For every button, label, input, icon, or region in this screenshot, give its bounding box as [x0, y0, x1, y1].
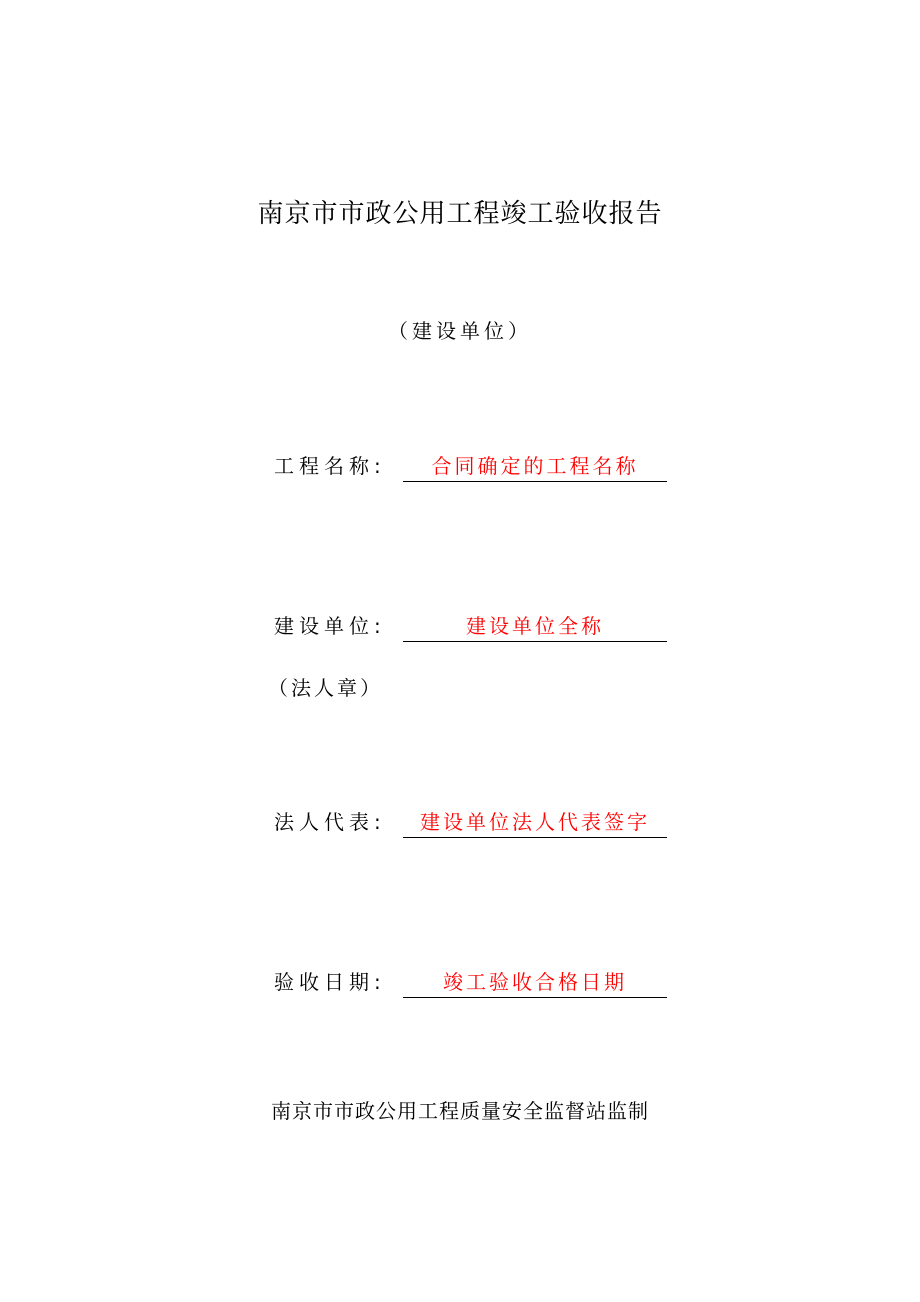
project-name-value: 合同确定的工程名称 [431, 454, 639, 478]
acceptance-date-field[interactable] [403, 967, 667, 998]
construction-unit-field[interactable] [403, 611, 667, 642]
document-footer: 南京市市政公用工程质量安全监督站监制 [271, 1099, 649, 1123]
acceptance-date-value: 竣工验收合格日期 [443, 970, 627, 994]
construction-unit-value: 建设单位全称 [466, 614, 604, 638]
legal-representative-value: 建设单位法人代表签字 [420, 810, 650, 834]
construction-unit-label: 建设单位: [274, 614, 386, 638]
acceptance-date-label: 验收日期: [274, 970, 386, 994]
legal-representative-label: 法人代表: [274, 810, 386, 834]
document-title: 南京市市政公用工程竣工验收报告 [257, 199, 663, 229]
project-name-field[interactable] [403, 451, 667, 482]
legal-seal-note: （法人章） [268, 676, 383, 700]
document-subtitle: （建设单位） [388, 319, 532, 343]
project-name-label: 工程名称: [274, 454, 386, 478]
legal-representative-field[interactable] [403, 807, 667, 838]
